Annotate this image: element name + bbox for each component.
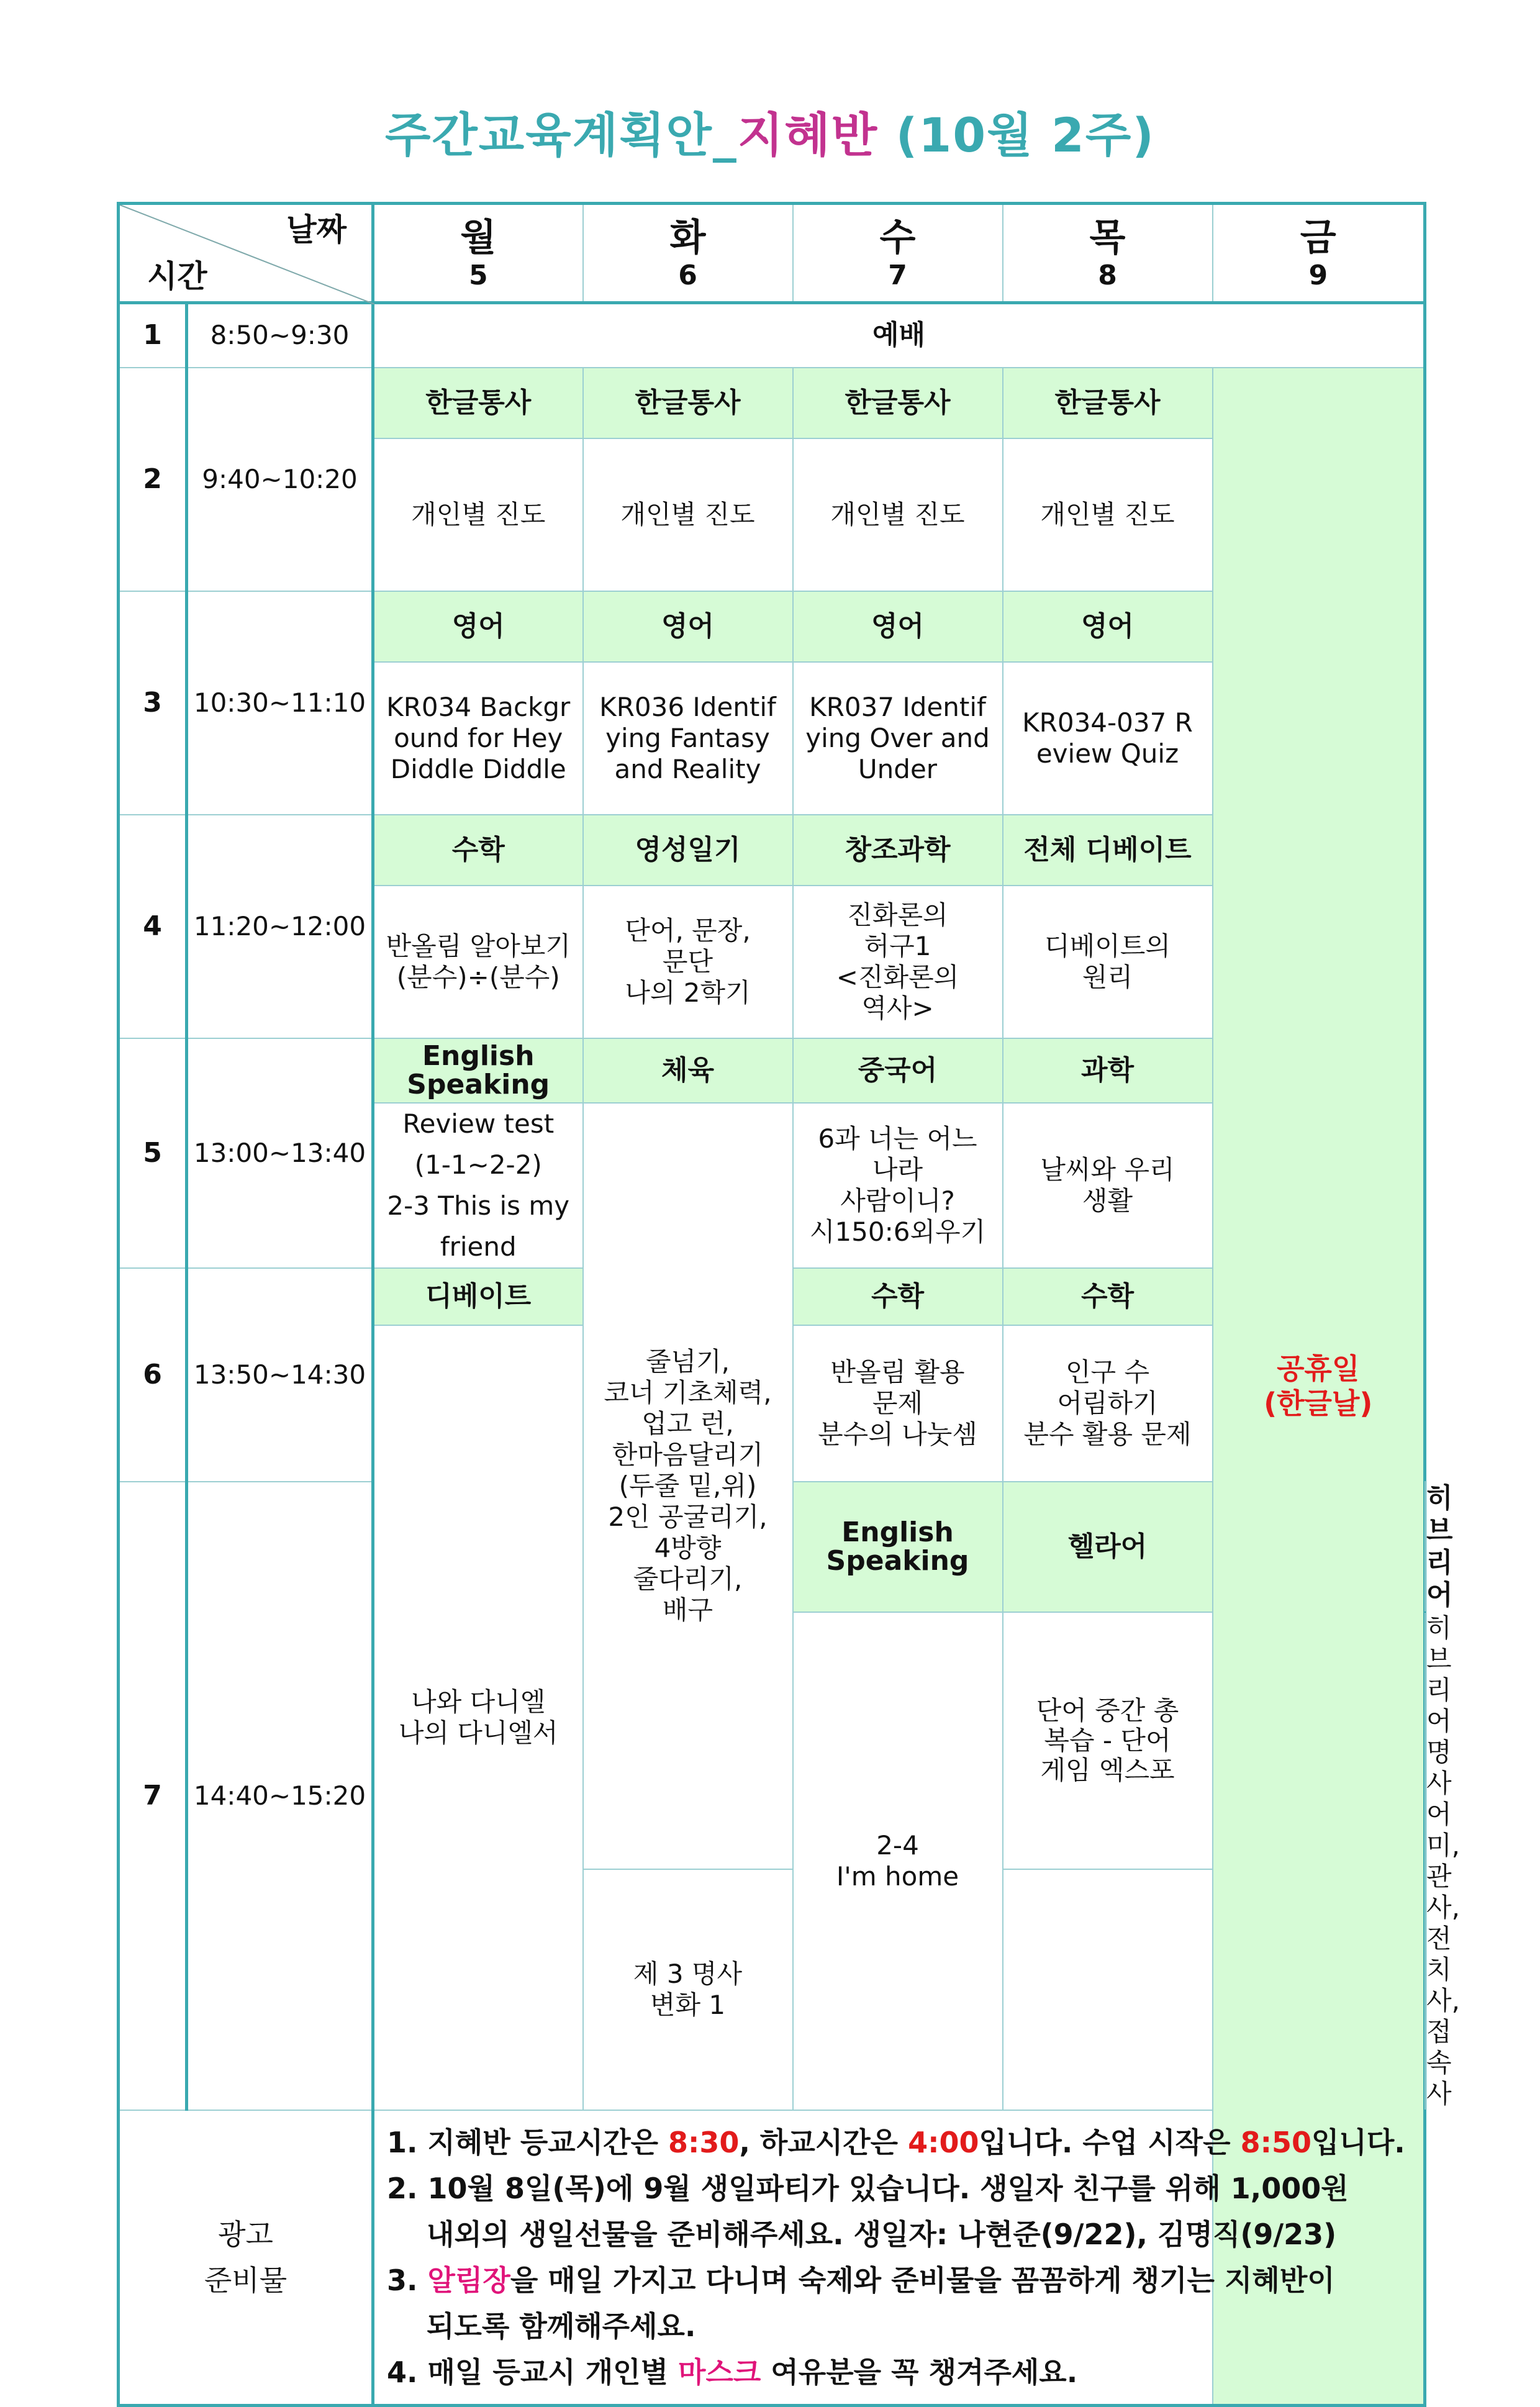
subject-cell: English Speaking [373,1038,583,1103]
content-cell: KR034-037 R eview Quiz [1003,662,1213,815]
subject-cell: 영어 [373,591,583,662]
notice-item-3: 3. 알림장을 매일 가지고 다니며 숙제와 준비물을 꼼꼼하게 챙기는 지혜반이 [387,2263,1335,2297]
subject-cell: 수학 [373,815,583,886]
notice-item-2: 2. 10월 8일(목)에 9월 생일파티가 있습니다. 생일자 친구를 위해 1,000원 [387,2171,1349,2205]
period-number: 7 [119,1482,187,2110]
header-day-fri: 금 9 [1213,204,1425,303]
subject-cell: 전체 디베이트 [1003,815,1213,886]
period-number: 3 [119,591,187,815]
content-cell: 제 3 명사 변화 1 [583,1869,793,2110]
subject-cell: 영성일기 [583,815,793,886]
content-cell: 단어, 문장, 문단 나의 2학기 [583,886,793,1038]
holiday-name: (한글날) [1264,1386,1373,1420]
content-cell: 반올림 알아보기 (분수)÷(분수) [373,886,583,1038]
content-cell: 개인별 진도 [583,438,793,591]
notice-item-3-cont: 되도록 함께해주세요. [427,2309,696,2343]
subject-cell: 한글통사 [373,368,583,438]
corner-time-label: 시간 [147,258,207,294]
notice-item-4: 4. 매일 등교시 개인별 마스크 여유분을 꼭 챙겨주세요. [387,2355,1078,2389]
title-part1: 주간교육계획안_ [384,107,738,163]
period-time: 13:00~13:40 [187,1038,373,1268]
title-week: (10월 2주) [878,107,1156,163]
subject-cell: English Speaking [793,1482,1003,1612]
content-cell: 2-4 I'm home [793,1612,1003,2110]
notice-label: 광고 [218,2217,273,2251]
subject-cell: 중국어 [793,1038,1003,1103]
subject-cell: 한글통사 [793,368,1003,438]
header-day-wed: 수 7 [793,204,1003,303]
notice-item-2-cont: 내외의 생일선물을 준비해주세요. 생일자: 나현준(9/22), 김명직(9/23) [427,2217,1337,2251]
content-cell: KR036 Identif ying Fantasy and Reality [583,662,793,815]
worship-cell: 예배 [373,303,1425,368]
content-cell: 반올림 활용 문제 분수의 나눗셈 [793,1325,1003,1482]
weekly-schedule-table: 날짜 시간 월 5 화 6 수 7 목 8 금 9 1 8:50~9:30 예배 2 9:40~10:20 한글통사 한글통사 한글통사 한글통사 공휴일 (한글날) 개인별 진도 개인별 진도 개인별 진도 개인별 진도 3 10:30~11:10 영어 영어 영어 영어 KR034 Backgr ound for Hey Diddle Diddle KR036 Identif ying Fantasy and Reality KR037 Identif ying Over and Under KR034-037 R eview Quiz 4 11:20~12:00 수학 영성일기 창조과학 전체 디베이트 반올림 알아보기 (분수)÷(분수) 단어, 문장, 문단 나의 2학기 진화론의 허구1 <진화론의 역사> 디베이트의 원리 5 13:00~13:40 English Speaking 체육 중국어 과학 Review test (1-1~2-2) 2-3 This is my friend 줄넘기, 코너 기초체력, 업고 런, 한마음달리기 (두줄 밑,위) 2인 공굴리기, 4방향 줄다리기, 배구 6과 너는 어느 나라 사람이니? 시150:6외우기 날씨와 우리 생활 6 13:50~14:30 디베이트 수학 수학 나와 다니엘 나의 다니엘서 반올림 활용 문제 분수의 나눗셈 인구 수 어림하기 분수 활용 문제 7 14:40~15:20 English Speaking 헬라어 히브리어 2-4 I'm home 단어 중간 총 복습 - 단어 게임 엑스포 히브리어 명사어미,관사, 전치사,접속사 제 3 명사 변화 1 광고 준비물 1. 지혜반 등교시간은 8:30, 하교시간은 4:00입니다. 수업 시작은 8:50입니다. 2. 10월 8일(목)에 9월 생일파티가 있습니다. 생일자 친구를 위해 1,000원 내외의 생일선물을 준비해주세요. 생일자: 나현준(9/22), 김명직(9/23) 3. 알림장을 매일 가지고 다니며 숙제와 준비물을 꼼꼼하게 챙기는 지혜반이 되도록 함께해주세요. 4. 매일 등교시 개인별 마스크 여유분을 꼭 챙겨주세요. [117,202,1426,2407]
subject-cell: 과학 [1003,1038,1213,1103]
subject-cell: 체육 [583,1038,793,1103]
period-number: 6 [119,1268,187,1482]
content-cell: 개인별 진도 [373,438,583,591]
subject-cell: 헬라어 [1003,1482,1213,1612]
page-title [0,104,1540,166]
holiday-label: 공휴일 [1277,1351,1360,1385]
content-cell: 단어 중간 총 복습 - 단어 게임 엑스포 [1003,1612,1213,1870]
content-cell: 개인별 진도 [1003,438,1213,591]
header-day-mon: 월 5 [373,204,583,303]
header-day-thu: 목 8 [1003,204,1213,303]
subject-cell: 디베이트 [373,1268,583,1325]
period-time: 10:30~11:10 [187,591,373,815]
content-cell: 날씨와 우리 생활 [1003,1103,1213,1268]
content-cell: KR037 Identif ying Over and Under [793,662,1003,815]
supplies-label: 준비물 [204,2263,288,2297]
notice-item-1: 1. 지혜반 등교시간은 8:30, 하교시간은 4:00입니다. 수업 시작은 8:50입니다. [387,2125,1405,2159]
content-cell: 인구 수 어림하기 분수 활용 문제 [1003,1325,1213,1482]
content-cell: 개인별 진도 [793,438,1003,591]
content-cell: KR034 Backgr ound for Hey Diddle Diddle [373,662,583,815]
period-time: 9:40~10:20 [187,368,373,591]
header-day-tue: 화 6 [583,204,793,303]
subject-cell: 영어 [1003,591,1213,662]
subject-cell: 수학 [1003,1268,1213,1325]
content-cell: 디베이트의 원리 [1003,886,1213,1038]
period-time: 13:50~14:30 [187,1268,373,1482]
period-number: 1 [119,303,187,368]
pe-content-cell: 줄넘기, 코너 기초체력, 업고 런, 한마음달리기 (두줄 밑,위) 2인 공굴리기, 4방향 줄다리기, 배구 [583,1103,793,1870]
corner-header-cell [119,204,373,303]
content-cell: Review test (1-1~2-2) 2-3 This is my friend [373,1103,583,1268]
content-cell: 6과 너는 어느 나라 사람이니? 시150:6외우기 [793,1103,1003,1268]
period-time: 14:40~15:20 [187,1482,373,2110]
content-cell: 나와 다니엘 나의 다니엘서 [373,1325,583,2110]
title-class-name: 지혜반 [737,107,879,163]
subject-cell: 한글통사 [583,368,793,438]
subject-cell: 영어 [583,591,793,662]
period-number: 4 [119,815,187,1038]
subject-cell: 창조과학 [793,815,1003,886]
corner-date-label: 날짜 [286,212,346,248]
holiday-cell [1213,368,1425,2406]
period-number: 5 [119,1038,187,1268]
content-cell: 진화론의 허구1 <진화론의 역사> [793,886,1003,1038]
subject-cell: 수학 [793,1268,1003,1325]
period-time: 11:20~12:00 [187,815,373,1038]
period-time: 8:50~9:30 [187,303,373,368]
notice-label-cell [119,2110,373,2406]
subject-cell: 한글통사 [1003,368,1213,438]
subject-cell: 영어 [793,591,1003,662]
notice-content-cell [373,2110,1425,2406]
period-number: 2 [119,368,187,591]
